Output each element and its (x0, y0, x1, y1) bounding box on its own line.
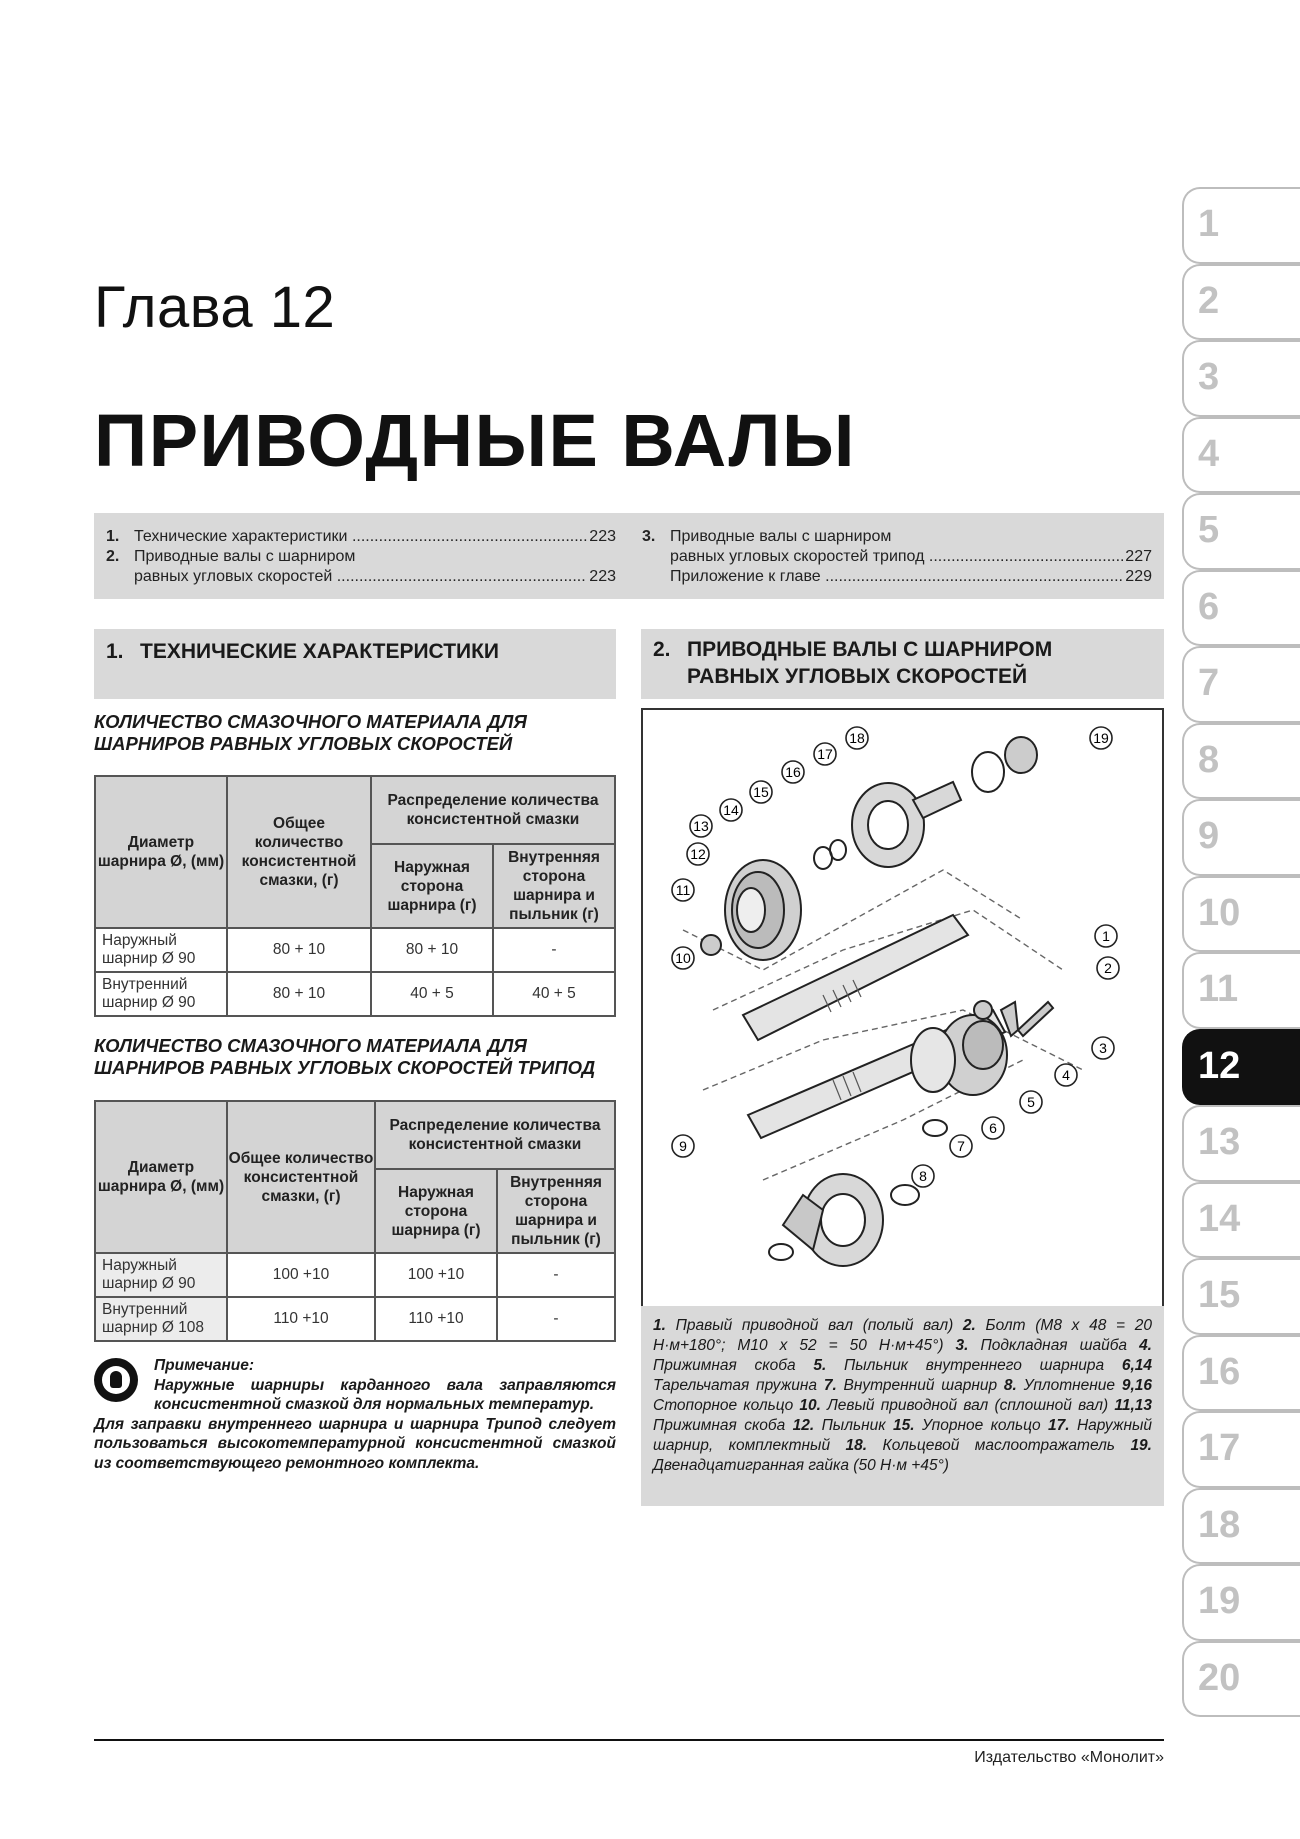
toc-number: 3. (642, 528, 656, 545)
caption-number: 19. (1130, 1437, 1152, 1454)
cell-outer: 40 + 5 (371, 972, 493, 1016)
callout-label-13: 13 (693, 818, 709, 834)
section-1-title: ТЕХНИЧЕСКИЕ ХАРАКТЕРИСТИКИ (140, 640, 500, 663)
col-diameter: Диаметр шарнира Ø, (мм) (95, 776, 227, 928)
row-label-line2: шарнир Ø 90 (102, 1275, 196, 1292)
chapter-tab-9[interactable] (1182, 799, 1300, 876)
row-label (95, 1297, 227, 1341)
section-2-number: 2. (653, 638, 671, 661)
chapter-tab-label: 1 (1198, 203, 1220, 245)
chapter-tab-11[interactable] (1182, 952, 1300, 1029)
chapter-tab-label: 20 (1198, 1656, 1241, 1699)
toc-text: Приводные валы с шарниром (670, 528, 892, 545)
chapter-tab-5[interactable] (1182, 493, 1300, 570)
toc-text: Приводные валы с шарниром (134, 548, 356, 565)
chapter-title: ПРИВОДНЫЕ ВАЛЫ (94, 399, 856, 482)
callout-label-12: 12 (690, 846, 706, 862)
toc-entry[interactable] (106, 547, 616, 567)
chapter-tab-label: 11 (1198, 968, 1239, 1010)
callout-label-16: 16 (785, 764, 801, 780)
callout-label-10: 10 (675, 950, 691, 966)
chapter-tab-13[interactable] (1182, 1105, 1300, 1182)
chapter-tab-label: 13 (1198, 1121, 1241, 1163)
cell-inner: - (493, 928, 615, 972)
callout-label-6: 6 (989, 1120, 997, 1136)
caption-number: 17. (1047, 1417, 1070, 1434)
note-block (94, 1356, 616, 1473)
callout-label-8: 8 (919, 1168, 927, 1184)
callout-label-15: 15 (753, 784, 769, 800)
chapter-tab-label: 8 (1198, 738, 1220, 781)
cell-outer: 80 + 10 (371, 928, 493, 972)
col-distribution: Распределение количества консистентной смазки (371, 776, 615, 844)
chapter-tab-17[interactable] (1182, 1411, 1300, 1488)
row-label-line1: Наружный (102, 932, 177, 949)
caption-number: 2. (962, 1317, 976, 1334)
chapter-tab-3[interactable] (1182, 340, 1300, 417)
chapter-tab-label: 12 (1198, 1044, 1241, 1087)
cell-total: 80 + 10 (227, 972, 371, 1016)
row-label (95, 972, 227, 1016)
toc-page (1150, 527, 1152, 547)
chapter-tab-6[interactable] (1182, 570, 1300, 647)
callout-label-18: 18 (849, 730, 865, 746)
footer-rule (94, 1739, 1164, 1741)
toc-number: 2. (106, 548, 120, 565)
cell-total: 110 +10 (227, 1297, 375, 1341)
section-1-number: 1. (106, 640, 124, 663)
row-label (95, 928, 227, 972)
caption-text: Тарельчатая пружина (653, 1377, 824, 1394)
toc-number (642, 547, 670, 567)
caption-text: Внутренний шарнир (836, 1377, 1004, 1394)
caption-text: Болт (М8 x 48 = 20 Н·м+180°; М10 x 52 = 50 Н·м+45°) (653, 1317, 1152, 1354)
toc-page: 229 (1125, 568, 1152, 585)
section-2-title-line1: ПРИВОДНЫЕ ВАЛЫ С ШАРНИРОМ (687, 638, 1053, 661)
callout-label-3: 3 (1099, 1040, 1107, 1056)
chapter-tab-label: 19 (1198, 1580, 1241, 1622)
callout-label-2: 2 (1104, 960, 1112, 976)
table-row (95, 928, 615, 972)
caption-text: Правый приводной вал (полый вал) (665, 1317, 963, 1334)
note-heading: Примечание: (154, 1357, 255, 1374)
chapter-tab-15[interactable] (1182, 1258, 1300, 1335)
toc-entry[interactable] (106, 567, 616, 587)
chapter-tab-2[interactable] (1182, 264, 1300, 341)
chapter-tab-16[interactable] (1182, 1335, 1300, 1412)
toc-entry[interactable] (642, 567, 1152, 587)
table-1-heading (94, 711, 527, 755)
cell-total: 80 + 10 (227, 928, 371, 972)
callout-label-5: 5 (1027, 1094, 1035, 1110)
chapter-tab-label: 10 (1198, 891, 1241, 934)
chapter-tab-label: 6 (1198, 585, 1220, 628)
caption-text: Подкладная шайба (968, 1337, 1140, 1354)
row-label-line2: шарнир Ø 90 (102, 950, 196, 967)
cell-outer: 110 +10 (375, 1297, 497, 1341)
toc-entry[interactable] (642, 547, 1152, 567)
row-label-line2: шарнир Ø 90 (102, 994, 196, 1011)
grease-table-tripod (94, 1100, 616, 1342)
caption-number: 8. (1003, 1377, 1017, 1394)
chapter-tab-label: 7 (1198, 662, 1220, 704)
caption-number: 5. (813, 1357, 827, 1374)
callout-label-9: 9 (679, 1138, 687, 1154)
caption-number: 6,14 (1121, 1357, 1153, 1374)
toc-page: 223 (589, 528, 616, 545)
caption-text: Прижимная скоба (653, 1417, 793, 1434)
table-1-heading-line1: КОЛИЧЕСТВО СМАЗОЧНОГО МАТЕРИАЛА ДЛЯ (94, 711, 527, 732)
drive-shaft-exploded-diagram (641, 708, 1164, 1308)
chapter-tab-14[interactable] (1182, 1182, 1300, 1259)
toc-entry[interactable] (106, 527, 616, 547)
table-row (95, 1253, 615, 1297)
toc-page: 223 (589, 568, 616, 585)
chapter-tab-label: 14 (1198, 1197, 1241, 1240)
toc-text: равных угловых скоростей ..... (134, 567, 587, 587)
chapter-tab-8[interactable] (1182, 723, 1300, 800)
table-1-heading-line2: ШАРНИРОВ РАВНЫХ УГЛОВЫХ СКОРОСТЕЙ (94, 733, 513, 754)
toc-left-column (106, 527, 616, 587)
chapter-tab-label: 5 (1198, 509, 1220, 551)
caption-text: Левый приводной вал (сплошной вал) (820, 1397, 1115, 1414)
note-paragraph-1: Наружные шарниры карданного вала заправляются консистентной смазкой для нормальных температур. (154, 1376, 616, 1413)
col-total: Общее количество консистентной смазки, (г) (227, 776, 371, 928)
col-outer: Наружная сторона шарнира (г) (371, 844, 493, 928)
caption-number: 7. (823, 1377, 837, 1394)
caption-text: Стопорное кольцо (653, 1397, 800, 1414)
row-label-line1: Наружный (102, 1257, 177, 1274)
cell-total: 100 +10 (227, 1253, 375, 1297)
cell-inner: - (497, 1297, 615, 1341)
exploded-view-svg (643, 710, 1162, 1306)
row-label-line1: Внутренний (102, 1301, 188, 1318)
figure-caption (641, 1306, 1164, 1506)
chapter-tab-label: 3 (1198, 356, 1220, 398)
chapter-tab-20[interactable] (1182, 1641, 1300, 1718)
row-label-line1: Внутренний (102, 976, 188, 993)
section-1-heading (94, 629, 616, 699)
caption-number: 9,16 (1121, 1377, 1152, 1394)
table-row (95, 1297, 615, 1341)
caption-number: 4. (1139, 1337, 1152, 1354)
caption-text: Двенадцатигранная гайка (50 Н·м +45°) (653, 1457, 949, 1474)
toc-text: равных угловых скоростей трипод ..... (670, 547, 1123, 567)
caption-text: Пыльник (814, 1417, 893, 1434)
toc-entry[interactable] (642, 527, 1152, 547)
toc-page (614, 547, 616, 567)
caption-number: 15. (892, 1417, 915, 1434)
table-2-heading-line2: ШАРНИРОВ РАВНЫХ УГЛОВЫХ СКОРОСТЕЙ ТРИПОД (94, 1057, 596, 1078)
caption-number: 3. (955, 1337, 969, 1354)
cell-inner: - (497, 1253, 615, 1297)
col-inner: Внутренняя сторона шарнира и пыльник (г) (493, 844, 615, 928)
col-total: Общее количество консистентной смазки, (г) (227, 1101, 375, 1253)
toc-text: Приложение к главе ..... (670, 567, 1123, 587)
cell-inner: 40 + 5 (493, 972, 615, 1016)
callout-label-17: 17 (817, 746, 833, 762)
table-2-heading-line1: КОЛИЧЕСТВО СМАЗОЧНОГО МАТЕРИАЛА ДЛЯ (94, 1035, 527, 1056)
chapter-tab-19[interactable] (1182, 1564, 1300, 1641)
grease-table-cv (94, 775, 616, 1017)
caption-text: Пыльник внутреннего шарнира (826, 1357, 1122, 1374)
callout-label-7: 7 (957, 1138, 965, 1154)
caption-text: Уплотнение (1016, 1377, 1122, 1394)
chapter-tab-18[interactable] (1182, 1488, 1300, 1565)
caption-text: Упорное кольцо (914, 1417, 1048, 1434)
toc-text: Технические характеристики ..... (134, 527, 587, 547)
col-outer: Наружная сторона шарнира (г) (375, 1169, 497, 1253)
chapter-tab-label: 16 (1198, 1350, 1241, 1393)
chapter-tab-10[interactable] (1182, 876, 1300, 953)
chapter-tab-label: 17 (1198, 1427, 1241, 1469)
callout-label-11: 11 (675, 882, 691, 898)
toc-page: 227 (1125, 548, 1152, 565)
callout-label-4: 4 (1062, 1067, 1070, 1083)
chapter-tab-label: 2 (1198, 279, 1220, 322)
row-label (95, 1253, 227, 1297)
caption-text: Наружный шарнир, комплектный (653, 1417, 1153, 1454)
chapter-tab-1[interactable] (1182, 187, 1300, 264)
caption-text: Прижимная скоба (653, 1357, 814, 1374)
caption-number: 11,13 (1114, 1397, 1152, 1414)
publisher: Издательство «Монолит» (974, 1749, 1164, 1766)
col-diameter: Диаметр шарнира Ø, (мм) (95, 1101, 227, 1253)
chapter-tab-12[interactable] (1182, 1029, 1300, 1106)
caption-text: Кольцевой маслоотражатель (867, 1437, 1131, 1454)
callout-label-14: 14 (723, 802, 739, 818)
toc-number (106, 567, 134, 587)
note-paragraph-2: Для заправки внутреннего шарнира и шарнира Трипод следует пользоваться высокотемпературной консистентной смазкой из соответствующего ремонтного комплекта. (94, 1415, 616, 1472)
callout-label-19: 19 (1093, 730, 1109, 746)
chapter-tab-7[interactable] (1182, 646, 1300, 723)
row-label-line2: шарнир Ø 108 (102, 1319, 205, 1336)
chapter-tab-label: 9 (1198, 815, 1220, 857)
callout-label-1: 1 (1102, 928, 1110, 944)
caption-number: 18. (845, 1437, 868, 1454)
table-2-heading (94, 1035, 595, 1079)
table-row (95, 972, 615, 1016)
col-inner: Внутренняя сторона шарнира и пыльник (г) (497, 1169, 615, 1253)
toc-number: 1. (106, 528, 120, 545)
chapter-tab-4[interactable] (1182, 417, 1300, 494)
toc-number (642, 567, 670, 587)
cell-outer: 100 +10 (375, 1253, 497, 1297)
chapter-label: Глава 12 (94, 275, 336, 340)
col-distribution: Распределение количества консистентной смазки (375, 1101, 615, 1169)
toc-right-column (642, 527, 1152, 587)
chapter-tab-label: 4 (1198, 432, 1220, 475)
section-2-heading (641, 629, 1164, 699)
caption-number: 12. (792, 1417, 815, 1434)
chapter-tab-label: 15 (1198, 1274, 1241, 1316)
chapter-tab-label: 18 (1198, 1503, 1241, 1546)
caption-number: 10. (799, 1397, 821, 1414)
table-of-contents (94, 513, 1164, 599)
caption-number: 1. (653, 1317, 666, 1334)
section-2-title-line2: РАВНЫХ УГЛОВЫХ СКОРОСТЕЙ (687, 665, 1028, 688)
chapter-tabs (1182, 187, 1300, 1717)
